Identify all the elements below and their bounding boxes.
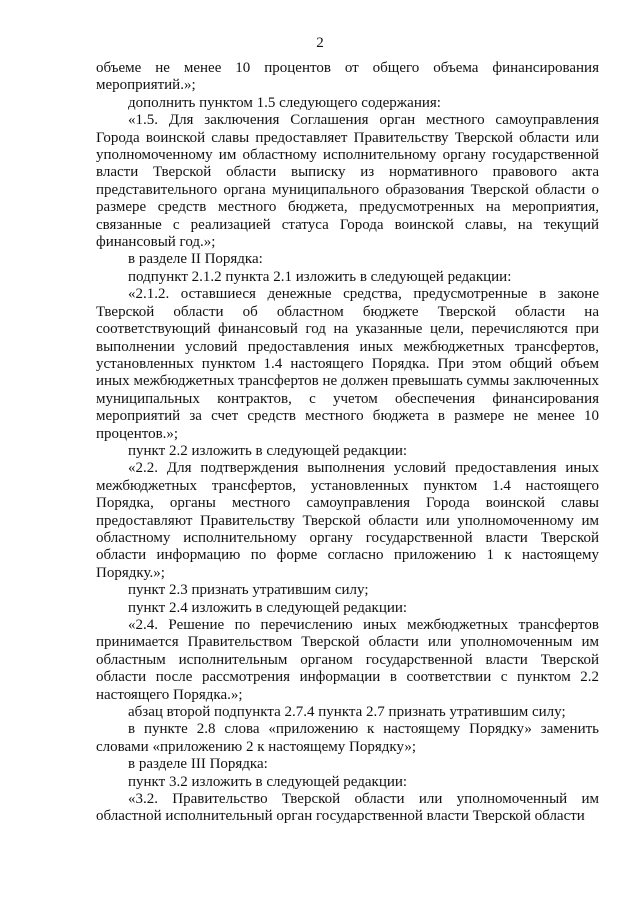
paragraph-clause-2-4-intro: пункт 2.4 изложить в следующей редакции: xyxy=(128,599,408,616)
paragraph-clause-2-2: «2.2. Для подтверждения выполнения условий предоставления иных межбюджетных трансфертов, установленных пунктом 1.4 настоящего Порядка, органы местного самоуправления Города воинской славы предоставляют Правительству Тверской области или уполномоченному им областному исполнительному органу государственной власти Тверской области информацию по форме согласно приложению 1 к настоящему Порядку.»; xyxy=(96,460,599,581)
paragraph-clause-2-4: «2.4. Решение по перечислению иных межбюджетных трансфертов принимается Правительством Тверской области или уполномоченным им областным исполнительным органом государственной власти Тверской области после рассмотрения информации в соответствии с пунктом 2.2 настоящего Порядка.»; xyxy=(96,617,599,703)
page-number: 2 xyxy=(316,35,324,51)
paragraph-section-3-heading: в разделе III Порядка: xyxy=(128,756,268,773)
paragraph-subclause-2-7-4: абзац второй подпункта 2.7.4 пункта 2.7 признать утратившим силу; xyxy=(128,704,566,721)
paragraph-subclause-2-1-2: «2.1.2. оставшиеся денежные средства, предусмотренные в законе Тверской области об областном бюджете Тверской области на соответствующий финансовый год на указанные цели, перечисляются при выполнении условий предоставления иных межбюджетных трансфертов, установленных пунктом 1.4 настоящего Порядка. При этом общий объем иных межбюджетных трансфертов не должен превышать суммы заключенных муниципальных контрактов, с учетом обеспечения финансирования мероприятий за счет средств местного бюджета в размере не менее 10 процентов.»; xyxy=(96,286,599,442)
paragraph-clause-2-3: пункт 2.3 признать утратившим силу; xyxy=(128,582,369,599)
paragraph-clause-2-2-intro: пункт 2.2 изложить в следующей редакции: xyxy=(128,442,408,459)
paragraph-subclause-2-1-2-intro: подпункт 2.1.2 пункта 2.1 изложить в следующей редакции: xyxy=(128,268,512,285)
paragraph-clause-2-8: в пункте 2.8 слова «приложению к настоящему Порядку» заменить словами «приложению 2 к настоящему Порядку»; xyxy=(96,721,599,755)
paragraph-section-2-heading: в разделе II Порядка: xyxy=(128,251,263,268)
paragraph-clause-3-2: «3.2. Правительство Тверской области или уполномоченный им областной исполнительный орган государственной власти Тверской области xyxy=(96,791,599,825)
paragraph-continuation: объеме не менее 10 процентов от общего объема финансирования мероприятий.»; xyxy=(96,60,599,94)
document-body xyxy=(96,60,599,826)
paragraph-amendment-intro: дополнить пунктом 1.5 следующего содержания: xyxy=(128,94,441,111)
paragraph-clause-1-5: «1.5. Для заключения Соглашения орган местного самоуправления Города воинской славы предоставляет Правительству Тверской области или уполномоченному им областному исполнительному органу государственной власти Тверской области выписку из нормативного правового акта представительного органа муниципального образования Тверской области о размере средств местного бюджета, предусмотренных на мероприятия, связанные с реализацией статуса Города воинской славы, на текущий финансовый год.»; xyxy=(96,112,599,251)
paragraph-clause-3-2-intro: пункт 3.2 изложить в следующей редакции: xyxy=(128,773,408,790)
